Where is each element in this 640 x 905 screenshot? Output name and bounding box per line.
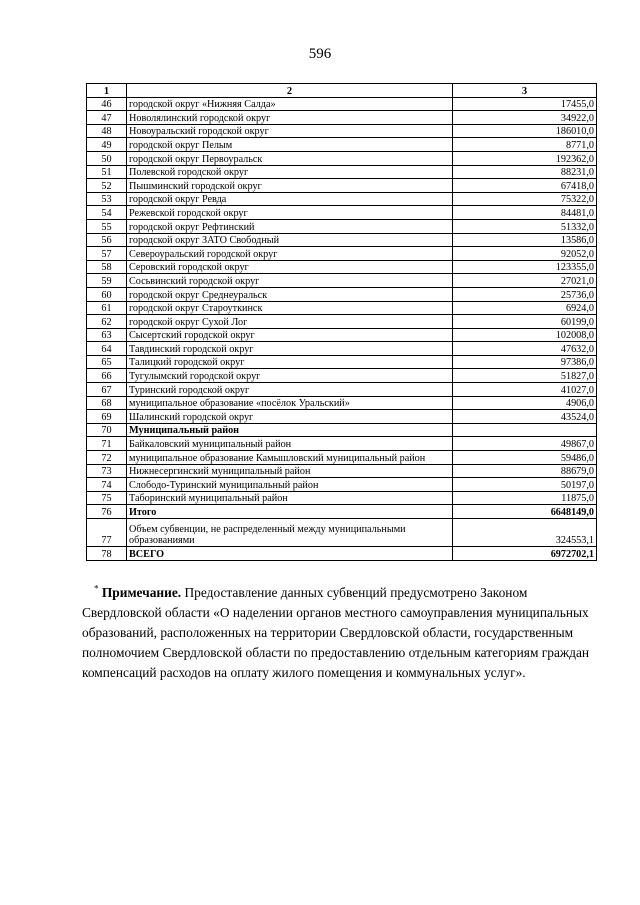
row-value: 84481,0 — [453, 206, 597, 220]
row-value: 186010,0 — [453, 124, 597, 138]
table-row — [87, 328, 597, 342]
row-name: Новолялинский городской округ — [127, 111, 453, 125]
row-number: 71 — [87, 437, 127, 451]
row-number: 75 — [87, 491, 127, 505]
row-value: 59486,0 — [453, 451, 597, 465]
row-name: Североуральский городской округ — [127, 247, 453, 261]
row-value: 50197,0 — [453, 478, 597, 492]
table-row — [87, 111, 597, 125]
row-value: 41027,0 — [453, 383, 597, 397]
row-number: 73 — [87, 464, 127, 478]
row-number: 76 — [87, 505, 127, 519]
row-value: 123355,0 — [453, 260, 597, 274]
row-value: 75322,0 — [453, 192, 597, 206]
subvention-table — [86, 83, 597, 561]
row-value: 88231,0 — [453, 165, 597, 179]
row-value: 51332,0 — [453, 219, 597, 233]
table-row — [87, 396, 597, 410]
footnote-mark: * — [94, 583, 99, 594]
table-row — [87, 519, 597, 547]
row-value: 4906,0 — [453, 396, 597, 410]
row-number: 47 — [87, 111, 127, 125]
row-value: 60199,0 — [453, 315, 597, 329]
row-number: 50 — [87, 151, 127, 165]
row-value: 6924,0 — [453, 301, 597, 315]
row-number: 68 — [87, 396, 127, 410]
row-name: Тавдинский городской округ — [127, 342, 453, 356]
table-row — [87, 423, 597, 437]
table-row — [87, 478, 597, 492]
row-number: 74 — [87, 478, 127, 492]
row-number: 69 — [87, 410, 127, 424]
column-header-number: 1 — [87, 84, 127, 98]
row-name: городской округ Среднеуральск — [127, 287, 453, 301]
table-body — [87, 97, 597, 560]
row-name: Серовский городской округ — [127, 260, 453, 274]
row-value: 8771,0 — [453, 138, 597, 152]
row-value: 6648149,0 — [453, 505, 597, 519]
row-value: 67418,0 — [453, 179, 597, 193]
row-number: 65 — [87, 355, 127, 369]
table-row — [87, 219, 597, 233]
row-value: 11875,0 — [453, 491, 597, 505]
table-row — [87, 274, 597, 288]
row-name: Муниципальный район — [127, 423, 453, 437]
table-row — [87, 192, 597, 206]
table-row — [87, 342, 597, 356]
row-name: Полевской городской округ — [127, 165, 453, 179]
row-name: Тугулымский городской округ — [127, 369, 453, 383]
table-row — [87, 505, 597, 519]
row-name: Слободо-Туринский муниципальный район — [127, 478, 453, 492]
row-name: Новоуральский городской округ — [127, 124, 453, 138]
table-row — [87, 260, 597, 274]
row-value: 17455,0 — [453, 97, 597, 111]
column-header-value: 3 — [453, 84, 597, 98]
row-number: 64 — [87, 342, 127, 356]
column-header-name: 2 — [127, 84, 453, 98]
footnote — [82, 583, 598, 683]
table-row — [87, 247, 597, 261]
row-name: Режевской городской округ — [127, 206, 453, 220]
table-row — [87, 451, 597, 465]
row-number: 67 — [87, 383, 127, 397]
table-row — [87, 301, 597, 315]
row-number: 63 — [87, 328, 127, 342]
row-name: Байкаловский муниципальный район — [127, 437, 453, 451]
row-number: 62 — [87, 315, 127, 329]
row-name: городской округ ЗАТО Свободный — [127, 233, 453, 247]
page-number: 596 — [308, 46, 332, 62]
table-row — [87, 206, 597, 220]
row-name: Талицкий городской округ — [127, 355, 453, 369]
table-row — [87, 464, 597, 478]
row-value: 97386,0 — [453, 355, 597, 369]
table-row — [87, 151, 597, 165]
row-value: 192362,0 — [453, 151, 597, 165]
row-name: городской округ Сухой Лог — [127, 315, 453, 329]
row-value: 6972702,1 — [453, 547, 597, 561]
row-name: муниципальное образование Камышловский муниципальный район — [127, 451, 453, 465]
row-number: 56 — [87, 233, 127, 247]
table-header-row — [87, 84, 597, 98]
table-row — [87, 179, 597, 193]
table-row — [87, 124, 597, 138]
row-value: 88679,0 — [453, 464, 597, 478]
table-row — [87, 233, 597, 247]
row-value: 102008,0 — [453, 328, 597, 342]
row-value: 34922,0 — [453, 111, 597, 125]
row-name: Итого — [127, 505, 453, 519]
row-value: 92052,0 — [453, 247, 597, 261]
row-number: 52 — [87, 179, 127, 193]
row-name: городской округ «Нижняя Салда» — [127, 97, 453, 111]
row-name: муниципальное образование «посёлок Уральский» — [127, 396, 453, 410]
table-row — [87, 383, 597, 397]
row-number: 57 — [87, 247, 127, 261]
row-name: Туринский городской округ — [127, 383, 453, 397]
row-value: 27021,0 — [453, 274, 597, 288]
row-name: ВСЕГО — [127, 547, 453, 561]
row-value: 49867,0 — [453, 437, 597, 451]
table-row — [87, 437, 597, 451]
row-number: 60 — [87, 287, 127, 301]
row-number: 54 — [87, 206, 127, 220]
row-name: городской округ Ревда — [127, 192, 453, 206]
row-name: Шалинский городской округ — [127, 410, 453, 424]
row-number: 66 — [87, 369, 127, 383]
row-value: 13586,0 — [453, 233, 597, 247]
row-name: городской округ Первоуральск — [127, 151, 453, 165]
table-row — [87, 315, 597, 329]
row-value: 47632,0 — [453, 342, 597, 356]
row-number: 59 — [87, 274, 127, 288]
row-name: Сосьвинский городской округ — [127, 274, 453, 288]
row-name: Сысертский городской округ — [127, 328, 453, 342]
row-number: 46 — [87, 97, 127, 111]
row-number: 55 — [87, 219, 127, 233]
row-number: 58 — [87, 260, 127, 274]
row-number: 77 — [87, 519, 127, 547]
row-name: городской округ Рефтинский — [127, 219, 453, 233]
table-row — [87, 138, 597, 152]
row-number: 48 — [87, 124, 127, 138]
row-value — [453, 423, 597, 437]
row-name: Таборинский муниципальный район — [127, 491, 453, 505]
table-row — [87, 369, 597, 383]
row-name: Пышминский городской округ — [127, 179, 453, 193]
table-row — [87, 97, 597, 111]
row-name: Объем субвенции, не распределенный между муниципальными образованиями — [127, 519, 453, 547]
row-number: 70 — [87, 423, 127, 437]
row-number: 72 — [87, 451, 127, 465]
footnote-text: Предоставление данных субвенций предусмотрено Законом Свердловской области «О наделении органов местного самоуправления муниципальных образований, расположенных на территории Свердловской области, государственным полномочием Свердловской области по предоставлению отдельным категориям граждан компенсаций расходов на оплату жилого помещения и коммунальных услуг». — [82, 585, 590, 680]
footnote-label: Примечание. — [101, 585, 182, 600]
table-row — [87, 547, 597, 561]
row-name: городской округ Староуткинск — [127, 301, 453, 315]
row-number: 51 — [87, 165, 127, 179]
row-name: городской округ Пелым — [127, 138, 453, 152]
row-name: Нижнесергинский муниципальный район — [127, 464, 453, 478]
row-number: 49 — [87, 138, 127, 152]
row-number: 78 — [87, 547, 127, 561]
row-value: 43524,0 — [453, 410, 597, 424]
row-value: 51827,0 — [453, 369, 597, 383]
table-row — [87, 491, 597, 505]
table-row — [87, 165, 597, 179]
row-value: 324553,1 — [453, 519, 597, 547]
row-number: 53 — [87, 192, 127, 206]
row-value: 25736,0 — [453, 287, 597, 301]
table-row — [87, 355, 597, 369]
table-row — [87, 410, 597, 424]
row-number: 61 — [87, 301, 127, 315]
table-row — [87, 287, 597, 301]
